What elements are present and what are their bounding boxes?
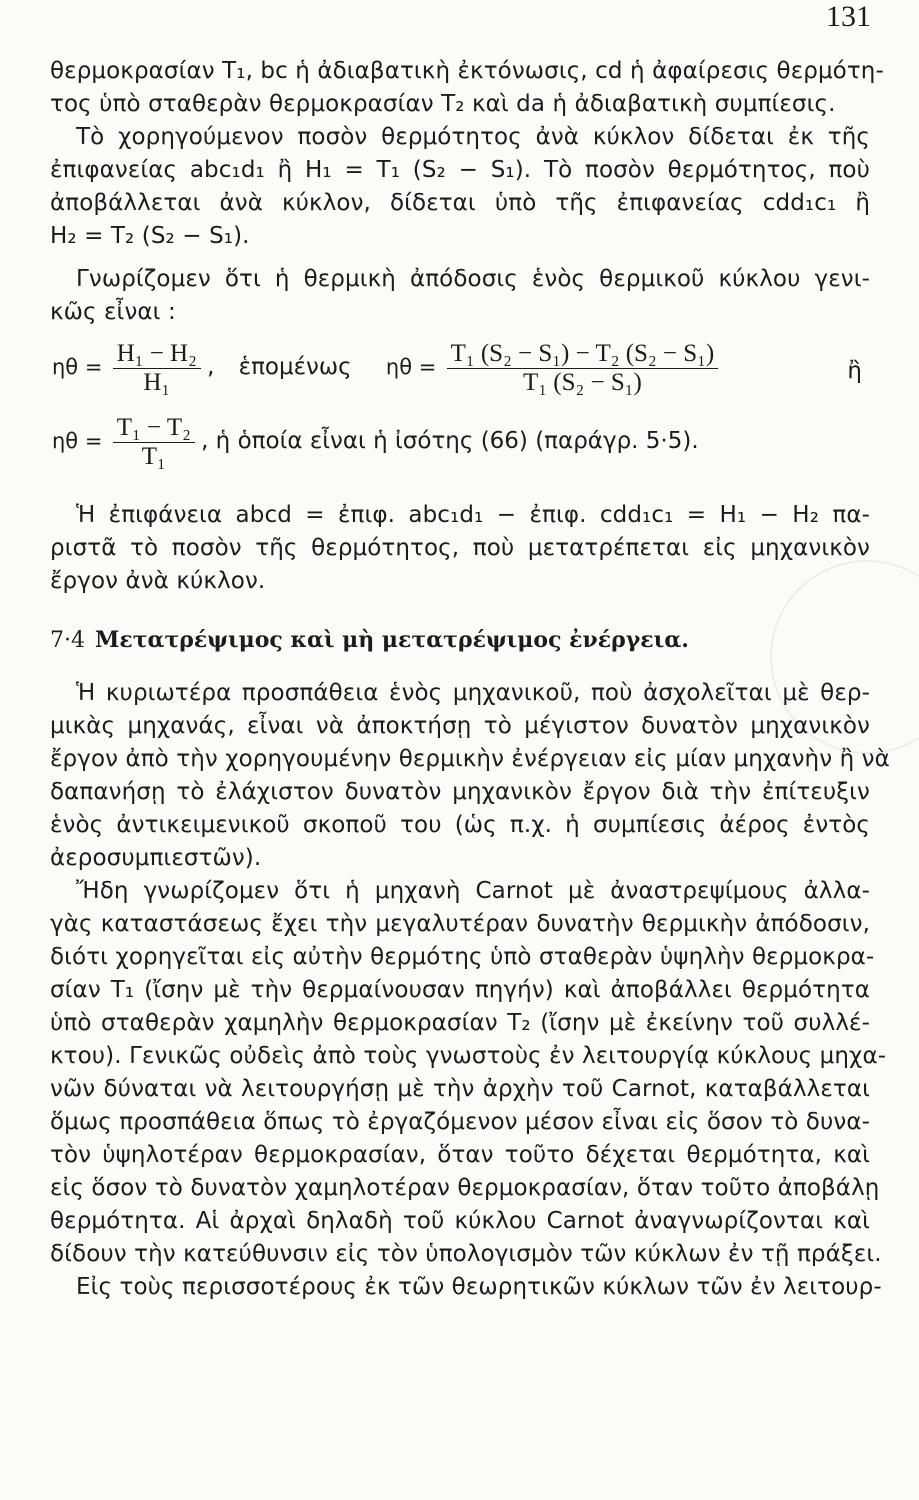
section-number: 7·4: [50, 628, 85, 653]
word-therefore: ἑπομένως: [238, 354, 352, 381]
text-line: ἀεροσυμπιεστῶν).: [50, 845, 262, 871]
eta-symbol: ηθ =: [385, 355, 437, 380]
fraction-temperature: [113, 414, 195, 471]
equation-efficiency: [52, 340, 870, 397]
text-line: κτου). Γενικῶς οὐδεὶς ἀπὸ τοὺς γνωστοὺς ἐν λειτουργίᾳ κύκλους μηχα-: [50, 1043, 887, 1069]
text-line: Εἰς τοὺς περισσοτέρους ἐκ τῶν θεωρητικῶν κύκλων τῶν ἐν λειτουρ-: [76, 1274, 882, 1300]
text-line: σίαν T₁ (ἴσην μὲ τὴν θερμαίνουσαν πηγήν) καὶ ἀποβάλλει θερμότητα: [50, 977, 870, 1003]
text-line: H₂ = T₂ (S₂ − S₁).: [50, 223, 250, 249]
text-line: Ἤδη γνωρίζομεν ὅτι ἡ μηχανὴ Carnot μὲ ἀναστρεψίμους ἀλλα-: [76, 878, 870, 904]
text-line: Ἡ κυριωτέρα προσπάθεια ἑνὸς μηχανικοῦ, ποὺ ἀσχολεῖται μὲ θερ-: [76, 680, 870, 706]
text-line: θερμότητα. Αἱ ἀρχαὶ δηλαδὴ τοῦ κύκλου Carnot ἀναγνωρίζονται καὶ: [50, 1208, 870, 1234]
text-line: κῶς εἶναι :: [50, 299, 176, 325]
text-line: ὅμως προσπάθεια ὅπως τὸ ἐργαζόμενον μέσον εἶναι εἰς ὅσον τὸ δυνα-: [50, 1109, 870, 1135]
text-line: ἑνὸς ἀντικειμενικοῦ σκοποῦ του (ὡς π.χ. ἡ συμπίεσις ἀέρος ἐντὸς: [50, 812, 870, 838]
text-line: ἐπιφανείας abc₁d₁ ἢ H₁ = T₁ (S₂ − S₁). Τὸ ποσὸν θερμότητος, ποὺ: [50, 157, 870, 183]
text-line: γὰς καταστάσεως ἔχει τὴν μεγαλυτέραν δυνατὴν θερμικὴν ἀπόδοσιν,: [50, 911, 870, 937]
section-title: Μετατρέψιμος καὶ μὴ μετατρέψιμος ἐνέργεια.: [95, 627, 689, 653]
text-line: ἀποβάλλεται ἀνὰ κύκλον, δίδεται ὑπὸ τῆς ἐπιφανείας cdd₁c₁ ἢ: [50, 190, 870, 216]
eta-symbol: ηθ =: [52, 355, 103, 380]
equation-carnot-efficiency: [52, 414, 870, 471]
text-line: Γνωρίζομεν ὅτι ἡ θερμικὴ ἀπόδοσις ἑνὸς θερμικοῦ κύκλου γενι-: [76, 266, 870, 292]
numerator: T₁ − T₂: [116, 414, 191, 441]
text-line: ἔργον ἀνὰ κύκλον.: [50, 568, 266, 594]
text-line: εἰς ὅσον τὸ δυνατὸν χαμηλοτέραν θερμοκρασίαν, ὅταν τοῦτο ἀποβάλῃ: [50, 1175, 880, 1201]
text-line: δαπανήσῃ τὸ ἐλάχιστον δυνατὸν μηχανικὸν ἔργον διὰ τὴν ἐπίτευξιν: [50, 779, 870, 805]
text-line: τος ὑπὸ σταθερὰν θερμοκρασίαν T₂ καὶ da ἡ ἀδιαβατικὴ συμπίεσις.: [50, 91, 836, 117]
section-heading: [50, 627, 689, 653]
word-or: ἢ: [847, 358, 862, 384]
comma: ,: [207, 354, 215, 381]
text-line: ἔργον ἀπὸ τὴν χορηγουμένην θερμικὴν ἐνέργειαν εἰς μίαν μηχανὴν ἢ νὰ: [50, 746, 890, 772]
denominator: T₁ (S₂ − S₁): [447, 368, 719, 397]
text-line: διότι χορηγεῖται εἰς αὐτὴν θερμότης ὑπὸ σταθερὰν ὑψηλὴν θερμοκρα-: [50, 944, 875, 970]
equation-caption: , ἡ ὁποία εἶναι ἡ ἰσότης (66) (παράγρ. 5·5).: [201, 428, 699, 455]
text-line: ριστᾶ τὸ ποσὸν τῆς θερμότητος, ποὺ μετατρέπεται εἰς μηχανικὸν: [50, 535, 870, 561]
fraction-entropy: [447, 340, 719, 397]
numerator: H₁ − H₂: [116, 340, 197, 367]
text-line: δίδουν τὴν κατεύθυνσιν εἰς τὸν ὑπολογισμὸν τῶν κύκλων ἐν τῇ πράξει.: [50, 1241, 882, 1267]
fraction-heat: [113, 340, 201, 397]
text-line: Τὸ χορηγούμενον ποσὸν θερμότητος ἀνὰ κύκλον δίδεται ἐκ τῆς: [76, 124, 870, 150]
denominator: H₁: [113, 368, 201, 397]
denominator: T₁: [113, 442, 195, 471]
text-line: θερμοκρασίαν T₁, bc ἡ ἀδιαβατικὴ ἐκτόνωσις, cd ἡ ἀφαίρεσις θερμότη-: [50, 58, 884, 84]
text-line: ὑπὸ σταθερὰν χαμηλὴν θερμοκρασίαν T₂ (ἴσην μὲ ἐκείνην τοῦ συλλέ-: [50, 1010, 870, 1036]
page-number: 131: [826, 0, 871, 33]
text-line: μικὰς μηχανάς, εἶναι νὰ ἀποκτήσῃ τὸ μέγιστον δυνατὸν μηχανικὸν: [50, 713, 870, 739]
text-line: Ἡ ἐπιφάνεια abcd = ἐπιφ. abc₁d₁ − ἐπιφ. cdd₁c₁ = H₁ − H₂ πα-: [76, 502, 870, 528]
text-line: τὸν ὑψηλοτέραν θερμοκρασίαν, ὅταν τοῦτο δέχεται θερμότητα, καὶ: [50, 1142, 870, 1168]
numerator: T₁ (S₂ − S₁) − T₂ (S₂ − S₁): [450, 340, 715, 367]
text-line: νῶν δύναται νὰ λειτουργήσῃ μὲ τὴν ἀρχὴν τοῦ Carnot, καταβάλλεται: [50, 1076, 870, 1102]
eta-symbol: ηθ =: [52, 429, 103, 454]
